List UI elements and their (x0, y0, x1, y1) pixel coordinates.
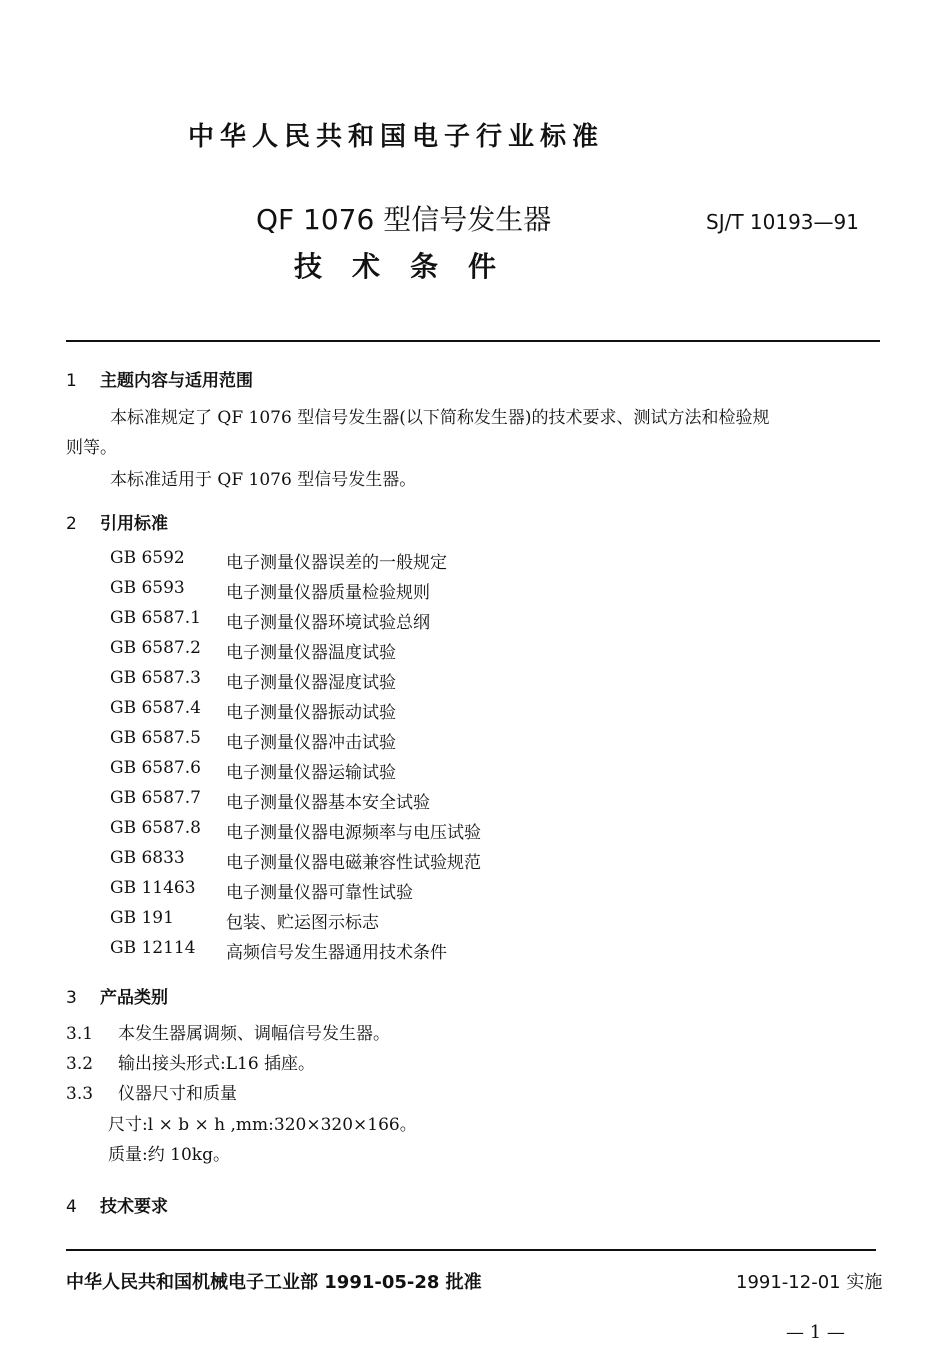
reference-code: GB 6587.8 (110, 818, 201, 838)
effective-date: 1991-12-01 实施 (736, 1272, 883, 1293)
mass-line: 质量:约 10kg。 (108, 1145, 230, 1165)
reference-title: 电子测量仪器可靠性试验 (226, 883, 413, 903)
document-title: QF 1076 型信号发生器 (256, 203, 552, 236)
reference-title: 电子测量仪器运输试验 (226, 763, 396, 783)
dimensions-line: 尺寸:l × b × h ,mm:320×320×166。 (108, 1115, 417, 1135)
section-1-para-1-line-1: 本标准规定了 QF 1076 型信号发生器(以下简称发生器)的技术要求、测试方法和检验规 (110, 408, 770, 428)
reference-title: 电子测量仪器环境试验总纲 (226, 613, 430, 633)
reference-code: GB 191 (110, 908, 174, 928)
subsection-3-3 (66, 1079, 237, 1109)
section-2-title: 引用标准 (100, 514, 168, 534)
section-4-heading (66, 1192, 168, 1217)
subsection-text: 仪器尺寸和质量 (118, 1084, 237, 1104)
org-title: 中华人民共和国电子行业标准 (188, 122, 605, 152)
document-subtitle: 技术条件 (294, 250, 527, 283)
subsection-text: 本发生器属调频、调幅信号发生器。 (118, 1024, 390, 1044)
section-2-number: 2 (66, 514, 77, 534)
reference-code: GB 6587.5 (110, 728, 201, 748)
section-2-heading (66, 509, 168, 534)
section-3-title: 产品类别 (100, 988, 168, 1008)
reference-list (0, 548, 950, 968)
reference-code: GB 6833 (110, 848, 185, 868)
reference-code: GB 6587.6 (110, 758, 201, 778)
reference-title: 电子测量仪器质量检验规则 (226, 583, 430, 603)
reference-code: GB 6592 (110, 548, 185, 568)
section-3-heading (66, 983, 168, 1008)
section-1-para-1-line-2: 则等。 (66, 438, 117, 458)
reference-title: 电子测量仪器电源频率与电压试验 (226, 823, 481, 843)
reference-code: GB 6587.3 (110, 668, 201, 688)
subsection-text: 输出接头形式:L16 插座。 (118, 1054, 316, 1074)
reference-code: GB 6587.1 (110, 608, 201, 628)
reference-code: GB 6587.7 (110, 788, 201, 808)
reference-title: 电子测量仪器误差的一般规定 (226, 553, 447, 573)
subsection-3-1 (66, 1019, 390, 1049)
section-1-number: 1 (66, 371, 77, 391)
reference-title: 电子测量仪器振动试验 (226, 703, 396, 723)
reference-title: 包装、贮运图示标志 (226, 913, 379, 933)
reference-title: 电子测量仪器基本安全试验 (226, 793, 430, 813)
subsection-number: 3.2 (66, 1054, 94, 1074)
subsection-number: 3.3 (66, 1084, 94, 1104)
page-number: — 1 — (786, 1322, 845, 1343)
section-4-number: 4 (66, 1197, 77, 1217)
subsection-number: 3.1 (66, 1024, 94, 1044)
reference-code: GB 6587.4 (110, 698, 201, 718)
reference-code: GB 12114 (110, 938, 196, 958)
approval-statement: 中华人民共和国机械电子工业部 1991-05-28 批准 (66, 1272, 482, 1293)
reference-title: 电子测量仪器温度试验 (226, 643, 396, 663)
reference-title: 电子测量仪器湿度试验 (226, 673, 396, 693)
section-3-number: 3 (66, 988, 77, 1008)
section-1-para-2: 本标准适用于 QF 1076 型信号发生器。 (110, 470, 417, 490)
reference-code: GB 6587.2 (110, 638, 201, 658)
section-1-heading (66, 366, 253, 391)
bottom-divider (66, 1249, 876, 1251)
standard-number: SJ/T 10193—91 (706, 210, 859, 234)
reference-title: 高频信号发生器通用技术条件 (226, 943, 447, 963)
reference-code: GB 11463 (110, 878, 196, 898)
reference-title: 电子测量仪器电磁兼容性试验规范 (226, 853, 481, 873)
top-divider (66, 340, 880, 342)
reference-code: GB 6593 (110, 578, 185, 598)
subsection-3-2 (66, 1049, 315, 1079)
reference-title: 电子测量仪器冲击试验 (226, 733, 396, 753)
section-4-title: 技术要求 (100, 1197, 168, 1217)
section-1-title: 主题内容与适用范围 (100, 371, 253, 391)
